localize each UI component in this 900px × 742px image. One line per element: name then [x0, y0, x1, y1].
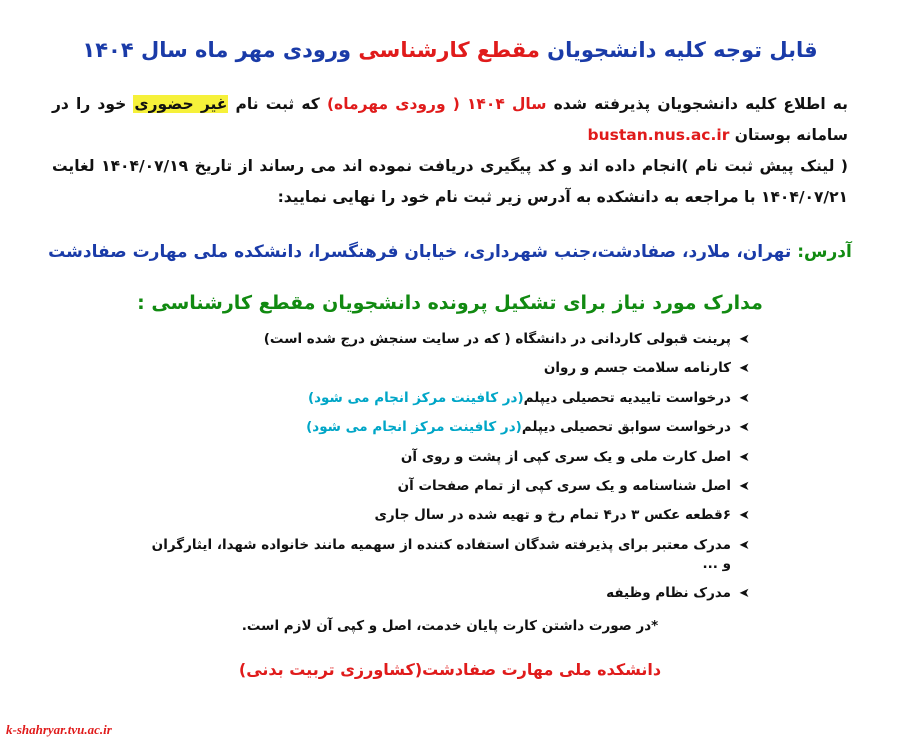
list-item-label: مدرک معتبر برای پذیرفته شدگان استفاده کننده از سهمیه مانند خانواده شهدا، ایثارگران و ...: [151, 536, 731, 573]
list-item: [150, 536, 750, 574]
intro-nonattending-highlight: غیر حضوری: [134, 94, 228, 113]
chevron-left-icon: ➤: [739, 479, 750, 494]
page-title: [0, 34, 900, 67]
chevron-left-icon: ➤: [739, 390, 750, 406]
list-item-label: اصل شناسنامه و یک سری کپی از تمام صفحات آن: [397, 478, 731, 494]
bustan-portal-link[interactable]: bustan.nus.ac.ir: [587, 125, 730, 144]
chevron-left-icon: ➤: [739, 508, 750, 524]
chevron-left-icon: ➤: [739, 420, 750, 436]
chevron-left-icon: ➤: [739, 331, 750, 347]
address-value: تهران، ملارد، صفادشت،جنب شهرداری، خیابان فرهنگسرا، دانشکده ملی مهارت صفادشت: [48, 241, 792, 262]
list-item-label: کارنامه سلامت جسم و روان: [543, 360, 731, 377]
chevron-left-icon: ➤: [739, 449, 750, 465]
list-item-label: اصل کارت ملی و یک سری کپی از پشت و روی آن: [400, 448, 731, 465]
document-page: [0, 34, 900, 742]
chevron-left-icon: ➤: [739, 537, 750, 553]
chevron-left-icon: ➤: [739, 361, 750, 377]
chevron-left-icon: ➤: [739, 586, 750, 602]
documents-list: [150, 330, 750, 604]
address-label: آدرس:: [791, 241, 852, 262]
list-item-label: ۶قطعه عکس ۳ در۴ تمام رخ و تهیه شده در سال جاری: [374, 507, 731, 524]
title-segment-2: مقطع کارشناسی: [351, 38, 540, 62]
intro-segment-3: که ثبت نام: [228, 94, 327, 113]
intro-segment-1: به اطلاع کلیه دانشجویان پذیرفته شده: [546, 94, 848, 113]
list-item-text: درخواست سوابق تحصیلی دیپلم: [521, 419, 731, 436]
title-segment-1: قابل توجه کلیه دانشجویان: [539, 38, 818, 62]
list-item-text: درخواست تاییدیه تحصیلی دیپلم: [523, 389, 731, 406]
list-item-label: [150, 389, 731, 408]
list-item: [150, 506, 750, 525]
list-item-note: (در کافینت مرکز انجام می شود): [307, 389, 524, 406]
intro-segment-5: خود را در سامانه بوستان: [52, 94, 848, 144]
list-item: [150, 330, 750, 349]
list-item-note: (در کافینت مرکز انجام می شود): [306, 419, 522, 436]
list-item: [150, 418, 750, 437]
intro-year-highlight: سال ۱۴۰۴ ( ورودی مهرماه): [326, 94, 547, 113]
title-segment-3: ورودی مهر ماه سال ۱۴۰۴: [82, 38, 352, 62]
list-item-label: [150, 418, 731, 437]
list-item-label: پرینت قبولی کاردانی در دانشگاه ( که در سایت سنجش درج شده است): [263, 330, 731, 347]
list-item: [150, 389, 750, 408]
address-line: [0, 239, 900, 266]
footnote: *در صورت داشتن کارت پایان خدمت، اصل و کپی آن لازم است.: [241, 617, 659, 634]
intro-paragraph: [52, 89, 848, 213]
list-item: [150, 584, 750, 603]
list-item: [150, 448, 750, 467]
documents-heading: مدارک مورد نیاز برای تشکیل پرونده دانشجویان مقطع کارشناسی :: [137, 291, 763, 314]
site-watermark: k-shahryar.tvu.ac.ir: [6, 722, 112, 737]
list-item-label: مدرک نظام وظیفه: [606, 585, 731, 602]
intro-segment-6: ( لینک پیش ثبت نام )انجام داده اند و کد پیگیری دریافت نموده اند می رساند از تاریخ ۱۴۰۴/۰۷/۱۹ لغایت ۱۴۰۴/۰۷/۲۱ با مراجعه به دانشکده به آدرس زیر ثبت نام خود را نهایی نمایید:: [52, 156, 848, 206]
list-item: [150, 359, 750, 378]
list-item: [150, 477, 750, 496]
institution-footer: دانشکده ملی مهارت صفادشت(کشاورزی تربیت بدنی): [238, 659, 662, 679]
